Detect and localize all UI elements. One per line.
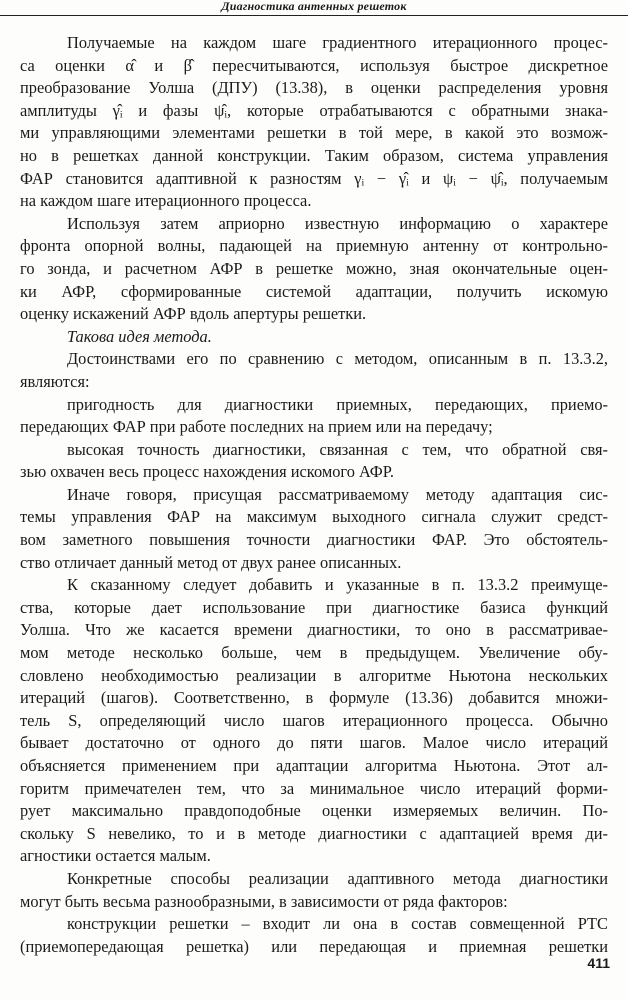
text-line-italic: Такова идея метода. bbox=[67, 326, 212, 346]
text-line: Получаемые на каждом шаге градиентного итерационного процес- bbox=[67, 33, 608, 52]
text-line: скольку S невелико, то и в методе диагностики с адаптацией время ди- bbox=[20, 823, 608, 843]
page-number: 411 bbox=[587, 955, 610, 971]
text-line: амплитуды γ̂ᵢ и фазы ψ̂ᵢ, которые отрабатываются с обратными знака- bbox=[20, 100, 608, 120]
text-line: пригодность для диагностики приемных, передающих, приемо- bbox=[67, 394, 608, 414]
text-line: конструкции решетки – входит ли она в состав совмещенной РТС bbox=[67, 914, 608, 934]
text-line: Иначе говоря, присущая рассматриваемому методу адаптация сис- bbox=[67, 484, 608, 504]
text-line: темы управления ФАР на максимум выходного сигнала служит средст- bbox=[20, 507, 608, 527]
text-line: оценку искажений АФР вдоль апертуры решетки. bbox=[20, 304, 367, 324]
text-line: ства, которые дает использование при диагностике базиса функций bbox=[20, 597, 608, 617]
text-line: передающих ФАР при работе последних на прием или на передачу; bbox=[20, 417, 493, 437]
text-line: словлено необходимостью реализации в алгоритме Ньютона нескольких bbox=[20, 665, 608, 685]
text-line: ми управляющими элементами решетки в той мере, в какой это возмож- bbox=[20, 123, 608, 143]
text-line: ФАР становится адаптивной к разностям γᵢ − γ̂ᵢ и ψᵢ − ψ̂ᵢ, получаемым bbox=[20, 168, 608, 188]
text-line: бывает достаточно от одного до пяти шагов. Малое число итераций bbox=[20, 733, 608, 753]
running-title: Диагностика антенных решеток bbox=[221, 0, 407, 13]
text-line: являются: bbox=[20, 371, 90, 391]
text-line: тель S, определяющий число шагов итерационного процесса. Обычно bbox=[20, 710, 608, 730]
text-line: вом заметного повышения точности диагностики ФАР. Это обстоятель- bbox=[20, 530, 608, 550]
text-line: итераций (шагов). Соответственно, в формуле (13.36) добавится множи- bbox=[20, 688, 608, 708]
text-line: ство отличает данный метод от двух ранее описанных. bbox=[20, 552, 402, 572]
text-line: Используя затем априорно известную информацию о характере bbox=[67, 213, 608, 233]
text-line: К сказанному следует добавить и указанные в п. 13.3.2 преимуще- bbox=[67, 575, 608, 595]
text-line: рует максимально правдоподобные оценки измеряемых величин. По- bbox=[20, 801, 608, 821]
text-line: фронта опорной волны, падающей на приемную антенну от контрольно- bbox=[20, 236, 608, 256]
text-line: объясняется применением при адаптации алгоритма Ньютона. Этот ал- bbox=[20, 756, 608, 775]
text-line: Конкретные способы реализации адаптивного метода диагностики bbox=[67, 868, 608, 888]
text-line: на каждом шаге итерационного процесса. bbox=[20, 191, 312, 211]
text-line: (приемопередающая решетка) или передающая и приемная решетки bbox=[20, 936, 608, 956]
page-body bbox=[20, 32, 608, 958]
text-line: зью охвачен весь процесс нахождения искомого АФР. bbox=[20, 462, 394, 482]
text-line: го зонда, и расчетном АФР в решетке можно, зная окончательные оцен- bbox=[20, 258, 608, 278]
text-line: Уолша. Что же касается времени диагностики, то оно в рассматривае- bbox=[20, 620, 608, 640]
text-line: агностики остается малым. bbox=[20, 846, 211, 866]
text-line: са оценки α̂ и β̂ пересчитываются, используя быстрое дискретное bbox=[20, 55, 608, 75]
running-header bbox=[0, 0, 628, 16]
text-line: горитм примечателен тем, что за минимальное число итераций форми- bbox=[20, 778, 608, 798]
text-line: высокая точность диагностики, связанная с тем, что обратной свя- bbox=[67, 439, 608, 459]
text-line: Достоинствами его по сравнению с методом, описанным в п. 13.3.2, bbox=[67, 349, 608, 369]
text-line: преобразование Уолша (ДПУ) (13.38), в оценки распределения уровня bbox=[20, 78, 608, 98]
text-line: могут быть весьма разнообразными, в зависимости от ряда факторов: bbox=[20, 891, 508, 911]
text-line: мом методе несколько больше, чем в предыдущем. Увеличение обу- bbox=[20, 643, 608, 663]
text-line: но в решетках данной конструкции. Таким образом, система управления bbox=[20, 145, 608, 165]
text-line: ки АФР, сформированные системой адаптации, получить искомую bbox=[20, 281, 608, 301]
